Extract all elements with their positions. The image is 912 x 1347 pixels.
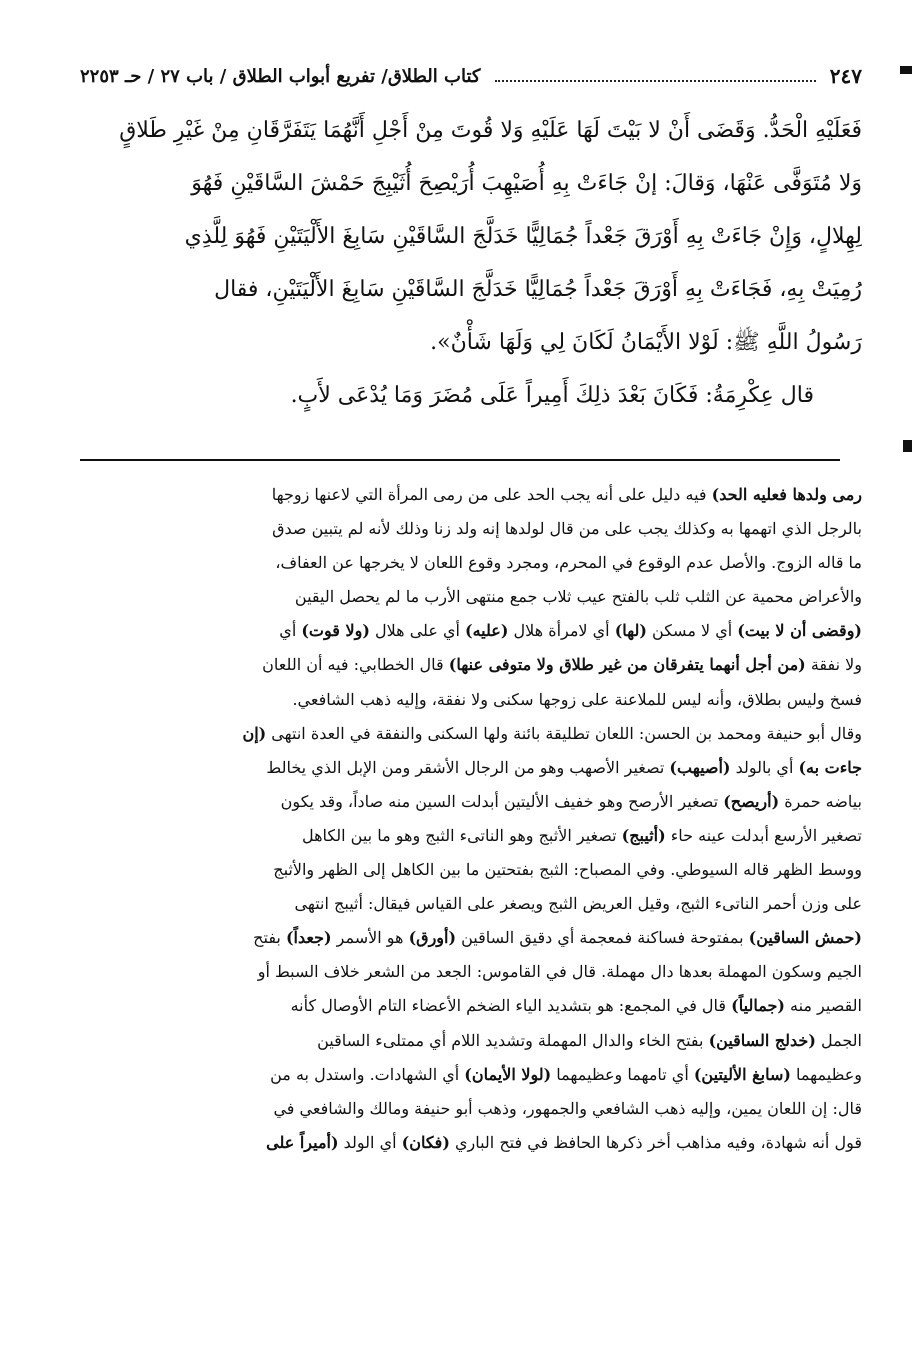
hadith-closing-line: قال عِكْرِمَةُ: فَكَانَ بَعْدَ ذلِكَ أَمِيراً عَلَى مُضَرَ وَمَا يُدْعَى لأَبٍ. [290, 383, 814, 408]
commentary-keyword: (أميراً على [266, 1132, 339, 1152]
hadith-line: وَلا مُتَوَفَّى عَنْهَا، وَقالَ: إنْ جَاءَتْ بِهِ أُصَيْهِبَ أُرَيْصِحَ أُثَيْبِجَ حَمْشَ السَّاقَيْنِ فَهُوَ [191, 171, 862, 196]
commentary-text: أي لا مسكن [646, 621, 738, 641]
commentary-text: ولا نفقة [805, 655, 862, 675]
commentary-keyword: جاءت به) [798, 757, 862, 777]
commentary-text: على وزن أحمر الناتىء الثبج، وقيل العريض الثبج ويصغر على القياس فيقال: أثيبج انتهى [294, 894, 862, 914]
hadith-text [80, 104, 862, 369]
commentary-text: والأعراض محمية عن الثلب ثلب بالفتح عيب ثلاب جمع منتهى الأرب ما لم يحصل اليقين [294, 587, 862, 607]
commentary-text: تصغير الأرسع أبدلت عينه حاء [665, 825, 862, 845]
commentary-text: بياضه حمرة [779, 791, 862, 811]
commentary-line [80, 887, 862, 921]
commentary-keyword: (أورق) [408, 928, 457, 948]
commentary-line [80, 580, 862, 614]
page-edge-mark-top [900, 66, 912, 74]
commentary-text: الجيم وسكون المهملة بعدها دال مهملة. قال في القاموس: الجعد من الشعر خلاف السبط أو [257, 962, 862, 982]
commentary-keyword: (عليه) [465, 621, 509, 641]
commentary-keyword: (جعداً) [285, 928, 332, 948]
commentary-text: بفتح [253, 928, 286, 948]
commentary-keyword: (جمالياً) [731, 996, 785, 1016]
commentary-text: تصغير الأثبج وهو الناتىء الثبج وهو ما بين الكاهل [302, 825, 622, 845]
commentary-text: أي الولد [338, 1132, 402, 1152]
hadith-line: لِهِلالٍ، وَإِنْ جَاءَتْ بِهِ أَوْرَقَ جَعْداً جُمَالِيًّا خَدَلَّجَ السَّاقَيْنِ سَابِغَ الأَلْيَتَيْنِ فَهُوَ لِلَّذِي [184, 224, 862, 249]
commentary-text: أي على هلال [369, 621, 466, 641]
commentary-keyword: رمى ولدها فعليه الحد) [711, 485, 862, 504]
commentary-keyword: (حمش الساقين) [748, 928, 862, 948]
page-number: ٢٤٧ [829, 64, 862, 88]
commentary-line [80, 546, 862, 580]
commentary-line [80, 614, 862, 648]
hadith-line: رَسُولُ اللَّهِ ﷺ: لَوْلا الأَيْمَانُ لَكَانَ لِي وَلَهَا شَأْنٌ». [430, 330, 862, 355]
commentary-keyword: (خدلج الساقين) [708, 1030, 816, 1050]
commentary-keyword: (من أجل أنهما يتفرقان من غير طلاق ولا متوفى عنها) [448, 655, 806, 675]
commentary-text: وقال أبو حنيفة ومحمد بن الحسن: اللعان تطليقة بائنة ولها السكنى والنفقة في العدة انتهى [266, 723, 862, 743]
commentary-line [80, 989, 862, 1023]
commentary-text: أي [279, 621, 302, 641]
commentary-keyword: (أثيبج) [621, 825, 666, 845]
commentary-line [80, 1058, 862, 1092]
commentary-line [80, 1024, 862, 1058]
commentary-text: قول أنه شهادة، وفيه مذاهب أخر ذكرها الحافظ في فتح الباري [449, 1132, 862, 1152]
commentary-text: قال في المجمع: هو بتشديد الياء الضخم الأعضاء التام الأوصال كأنه [290, 996, 732, 1016]
commentary-line [80, 785, 862, 819]
commentary-line [80, 717, 862, 751]
footnote-separator [80, 459, 840, 461]
commentary-line [80, 683, 862, 717]
commentary-keyword: (لولا الأيمان) [464, 1064, 552, 1084]
commentary-text: ووسط الظهر قاله السيوطي. وفي المصباح: الثبج بفتحتين ما بين الكاهل إلى الظهر والأثبج [273, 860, 862, 880]
commentary-line [80, 751, 862, 785]
commentary-text: تصغير الأرصح وهو خفيف الأليتين أبدلت السين منه صاداً، وقد يكون [280, 791, 724, 811]
commentary-line [80, 512, 862, 546]
commentary-text: أي بالولد [730, 757, 799, 777]
commentary-line [80, 853, 862, 887]
commentary-line [80, 819, 862, 853]
commentary-line [80, 921, 862, 955]
commentary-text: أي الشهادات. واستدل به من [270, 1064, 465, 1084]
header-title: كتاب الطلاق/ تفريع أبواب الطلاق / باب ٢٧ / حـ ٢٢٥٣ [80, 65, 481, 87]
commentary-text: أي تامهما وعظيمهما [551, 1064, 694, 1084]
commentary-keyword: (لها) [614, 621, 647, 641]
commentary-text: هو الأسمر [331, 928, 409, 948]
commentary-text: الجمل [815, 1030, 862, 1050]
commentary-notes [80, 478, 862, 1160]
commentary-text: قال: إن اللعان يمين، وإليه ذهب الشافعي والجمهور، وذهب أبو حنيفة ومالك والشافعي في [273, 1098, 862, 1118]
commentary-text: فيه دليل على أنه يجب الحد على من رمى المرأة التي لاعنها زوجها [271, 485, 712, 504]
hadith-line: رُمِيَتْ بِهِ، فَجَاءَتْ بِهِ أَوْرَقَ جَعْداً جُمَالِيًّا خَدَلَّجَ السَّاقَيْنِ سَابِغَ الأَلْيَتَيْنِ، فقال [214, 277, 862, 302]
commentary-keyword: (سابغ الأليتين) [693, 1064, 791, 1084]
commentary-text: بالرجل الذي اتهمها به وكذلك يجب على من قال لولدها إنه ولد زنا وذلك لأنه لم يتبين صدق [272, 519, 862, 539]
commentary-text: ما قاله الزوج. والأصل عدم الوقوع في المحرم، ومجرد وقوع اللعان لا يخرجها عن العفاف، [275, 553, 862, 573]
commentary-text: أي لامرأة هلال [508, 621, 615, 641]
commentary-keyword: (أصيهب) [669, 757, 731, 777]
header-dot-leader [495, 70, 816, 82]
commentary-line [80, 955, 862, 989]
page-edge-mark-middle [903, 440, 912, 452]
commentary-keyword: (وقضى أن لا بيت) [737, 621, 862, 641]
running-header [80, 56, 862, 96]
commentary-text: بفتح الخاء والدال المهملة وتشديد اللام أي ممتلىء الساقين [317, 1030, 709, 1050]
commentary-keyword: (أريصح) [723, 791, 780, 811]
commentary-keyword: (إن [242, 723, 267, 743]
commentary-text: فسخ وليس بطلاق، وأنه ليس للملاعنة على زوجها سكنى ولا نفقة، وإليه ذهب الشافعي. [292, 689, 862, 709]
hadith-line: فَعَلَيْهِ الْحَدُّ. وَقَضَى أَنْ لا بَيْتَ لَهَا عَلَيْهِ وَلا قُوتَ مِنْ أَجْلِ أَنَّهُمَا يَتَفَرَّقَانِ مِنْ غَيْرِ طَلاقٍ [119, 118, 862, 143]
commentary-line [80, 478, 862, 512]
commentary-text: قال الخطابي: فيه أن اللعان [262, 655, 449, 675]
commentary-line [80, 1092, 862, 1126]
commentary-text: القصير منه [784, 996, 862, 1016]
commentary-text: وعظيمهما [790, 1064, 862, 1084]
commentary-line [80, 648, 862, 682]
commentary-text: تصغير الأصهب وهو من الرجال الأشقر ومن الإبل الذي يخالط [266, 757, 670, 777]
commentary-keyword: (ولا قوت) [301, 621, 370, 641]
commentary-text: بمفتوحة فساكنة فمعجمة أي دقيق الساقين [456, 928, 749, 948]
commentary-keyword: (فكان) [401, 1132, 450, 1152]
commentary-line [80, 1126, 862, 1160]
